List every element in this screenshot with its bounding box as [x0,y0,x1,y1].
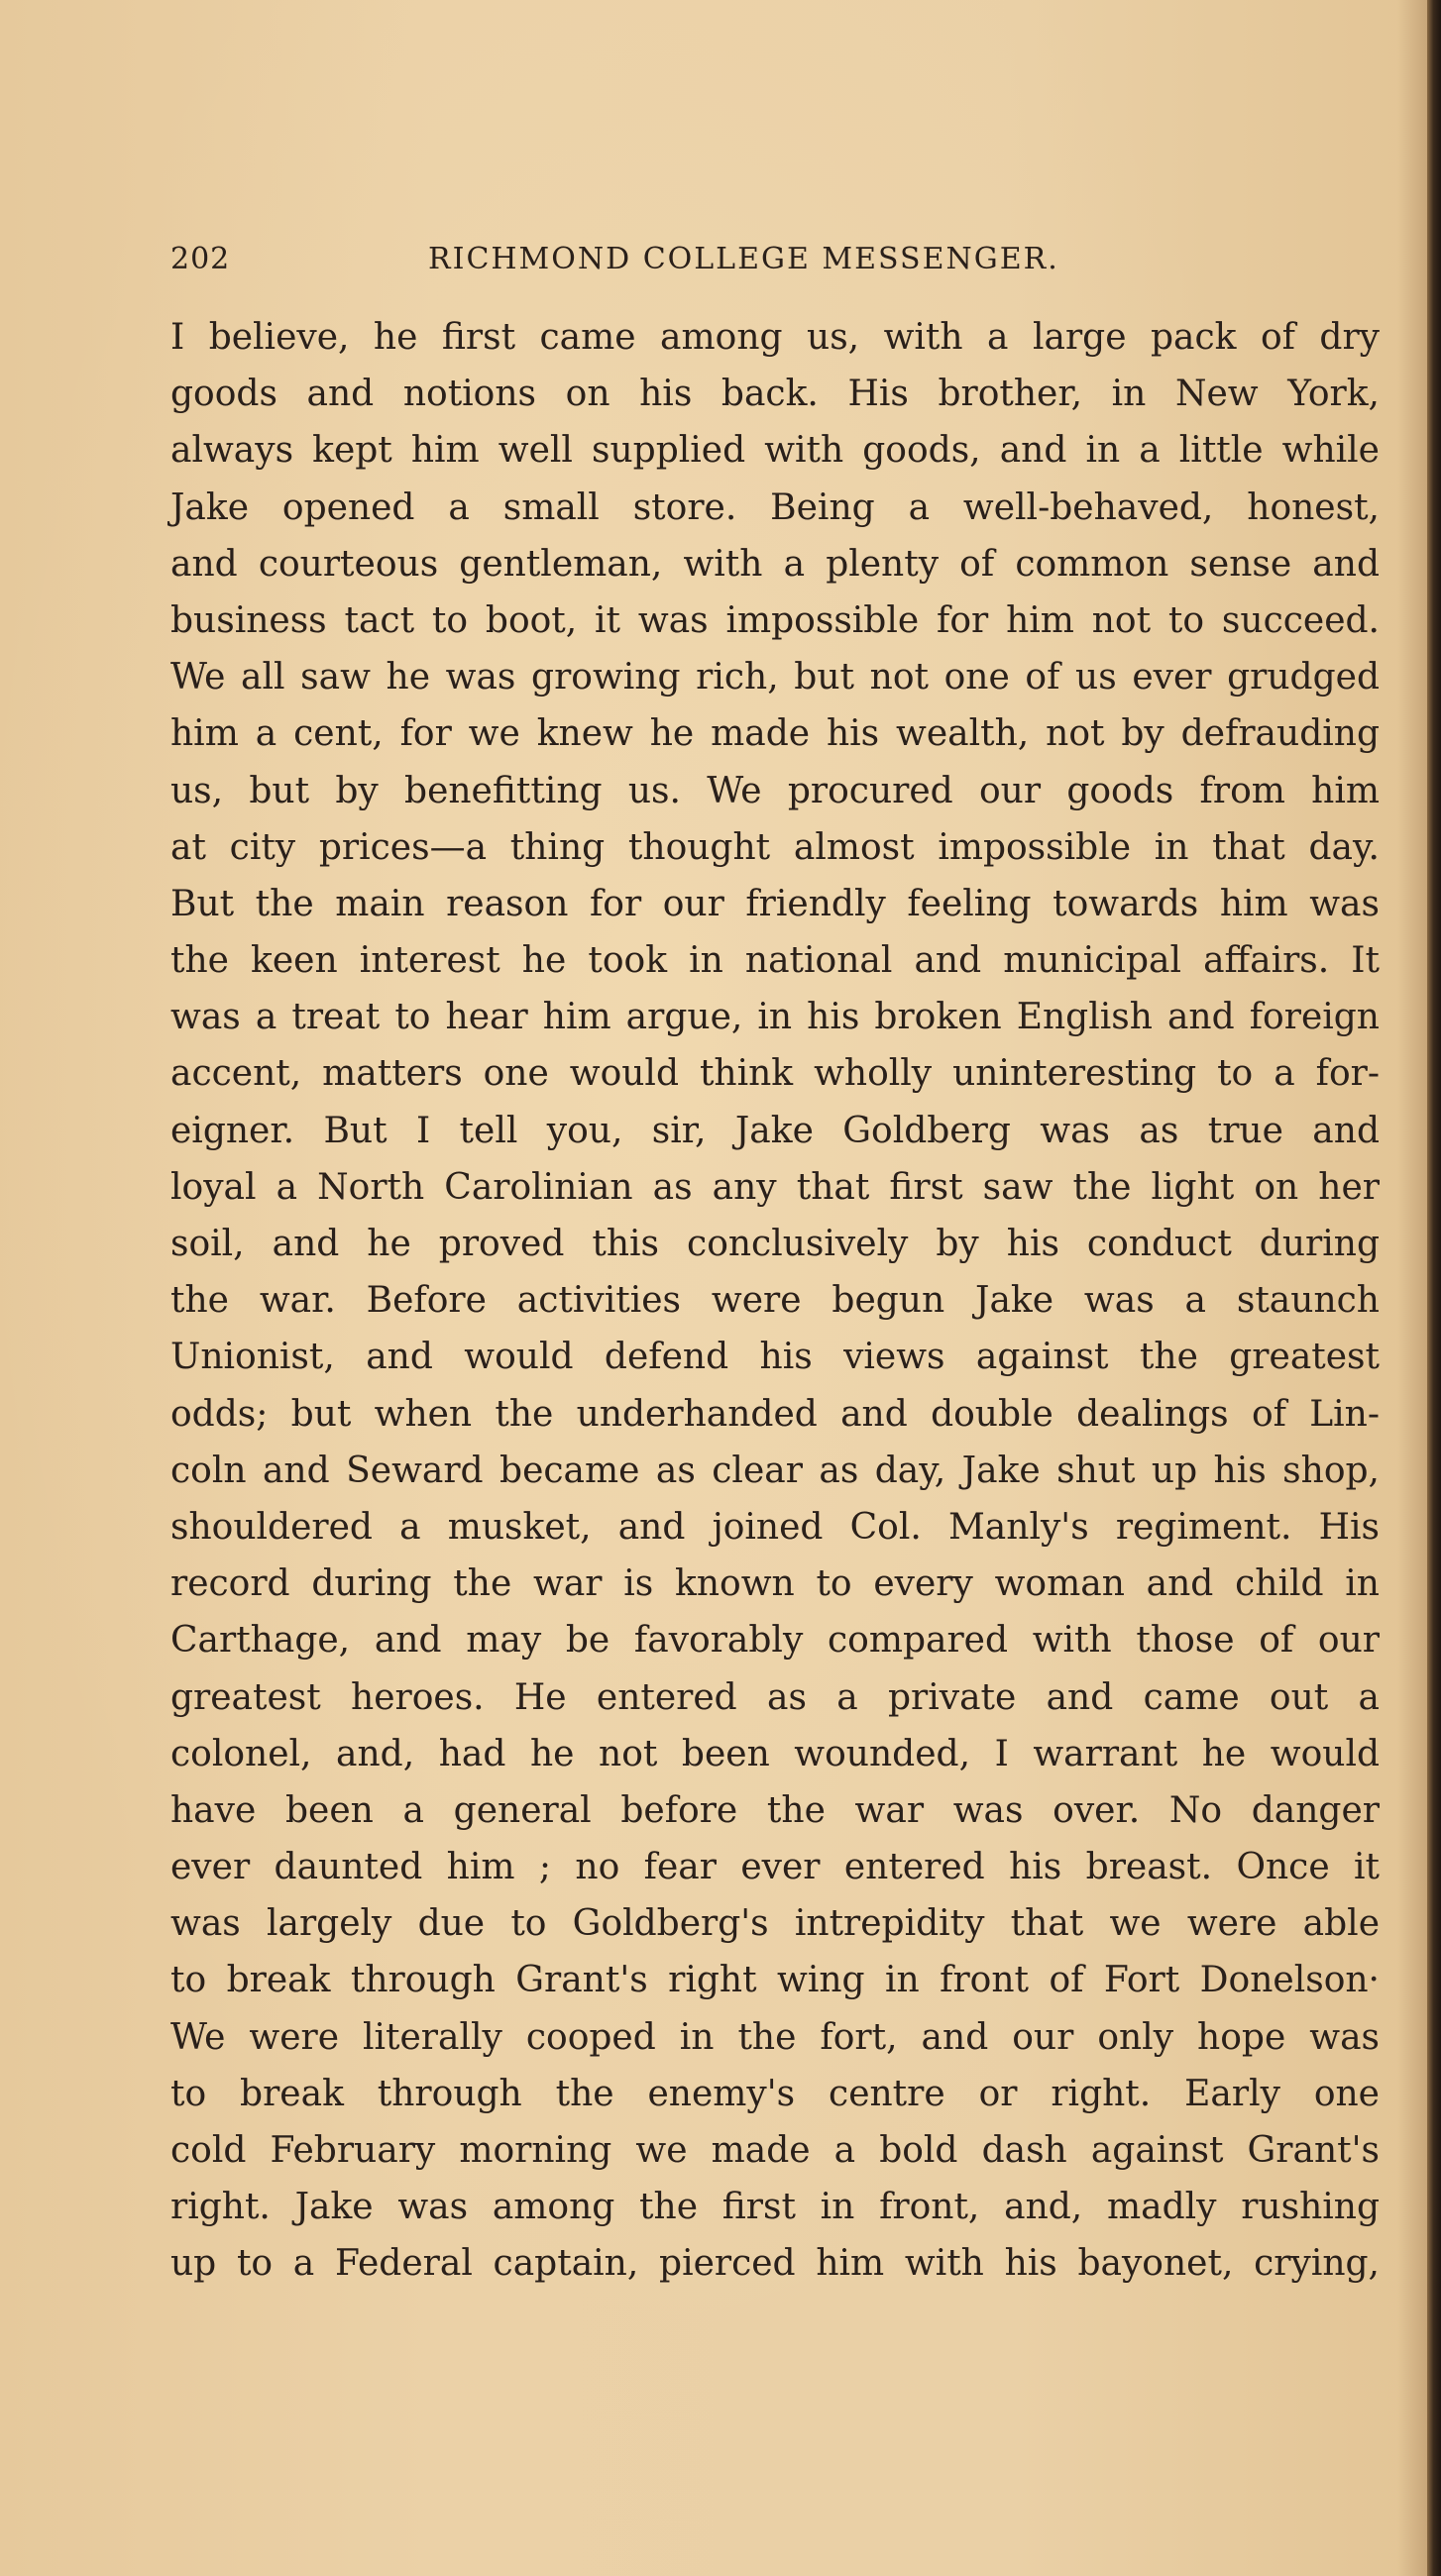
text-line: the keen interest he took in national and municipal affairs. It [170,940,1380,982]
text-line: But the main reason for our friendly feeling towards him was [170,883,1380,924]
text-line: coln and Seward became as clear as day, Jake shut up his shop, [170,1449,1380,1491]
text-line: odds; but when the underhanded and double dealings of Lin- [170,1393,1380,1435]
text-line: I believe, he first came among us, with a large pack of dry [170,317,1380,358]
text-line: right. Jake was among the first in front, and, madly rushing [170,2187,1380,2228]
text-line: Carthage, and may be favorably compared with those of our [170,1620,1380,1662]
text-line: was largely due to Goldberg's intrepidity that we were able [170,1903,1380,1945]
running-head: RICHMOND COLLEGE MESSENGER. [428,242,1059,276]
text-line: was a treat to hear him argue, in his broken English and foreign [170,997,1380,1038]
text-line: business tact to boot, it was impossible for him not to succeed. [170,599,1380,641]
page-edge [1427,0,1441,2576]
text-line: goods and notions on his back. His brother, in New York, [170,374,1380,415]
text-line: loyal a North Carolinian as any that first saw the light on her [170,1166,1380,1208]
text-line: to break through the enemy's centre or right. Early one [170,2073,1380,2114]
text-line: have been a general before the war was over. No danger [170,1789,1380,1831]
text-line: eigner. But I tell you, sir, Jake Goldberg was as true and [170,1110,1380,1151]
text-line: up to a Federal captain, pierced him with his bayonet, crying, [170,2243,1380,2285]
text-line: to break through Grant's right wing in front of Fort Donelson· [170,1960,1380,2001]
text-line: us, but by benefitting us. We procured our goods from him [170,770,1380,811]
text-line: Jake opened a small store. Being a well-behaved, honest, [170,486,1380,528]
text-line: and courteous gentleman, with a plenty of common sense and [170,543,1380,585]
body-text [170,309,1380,2293]
text-line: at city prices—a thing thought almost impossible in that day. [170,826,1380,868]
page-header [170,242,1370,285]
text-line: accent, matters one would think wholly uninteresting to a for- [170,1053,1380,1095]
text-line: record during the war is known to every woman and child in [170,1563,1380,1605]
text-line: the war. Before activities were begun Jake was a staunch [170,1280,1380,1322]
spine-shadow [1397,0,1427,2576]
text-line: We all saw he was growing rich, but not one of us ever grudged [170,657,1380,698]
text-line: him a cent, for we knew he made his wealth, not by defrauding [170,713,1380,755]
text-line: colonel, and, had he not been wounded, I warrant he would [170,1733,1380,1774]
text-line: We were literally cooped in the fort, and our only hope was [170,2016,1380,2058]
text-line: soil, and he proved this conclusively by his conduct during [170,1224,1380,1264]
page-number: 202 [170,242,231,276]
text-line: ever daunted him ; no fear ever entered his breast. Once it [170,1847,1380,1888]
text-line: cold February morning we made a bold dash against Grant's [170,2130,1380,2171]
text-line: Unionist, and would defend his views against the greatest [170,1337,1380,1378]
text-line: always kept him well supplied with goods, and in a little while [170,430,1380,472]
text-line: greatest heroes. He entered as a private and came out a [170,1676,1380,1718]
text-line: shouldered a musket, and joined Col. Manly's regiment. His [170,1506,1380,1548]
